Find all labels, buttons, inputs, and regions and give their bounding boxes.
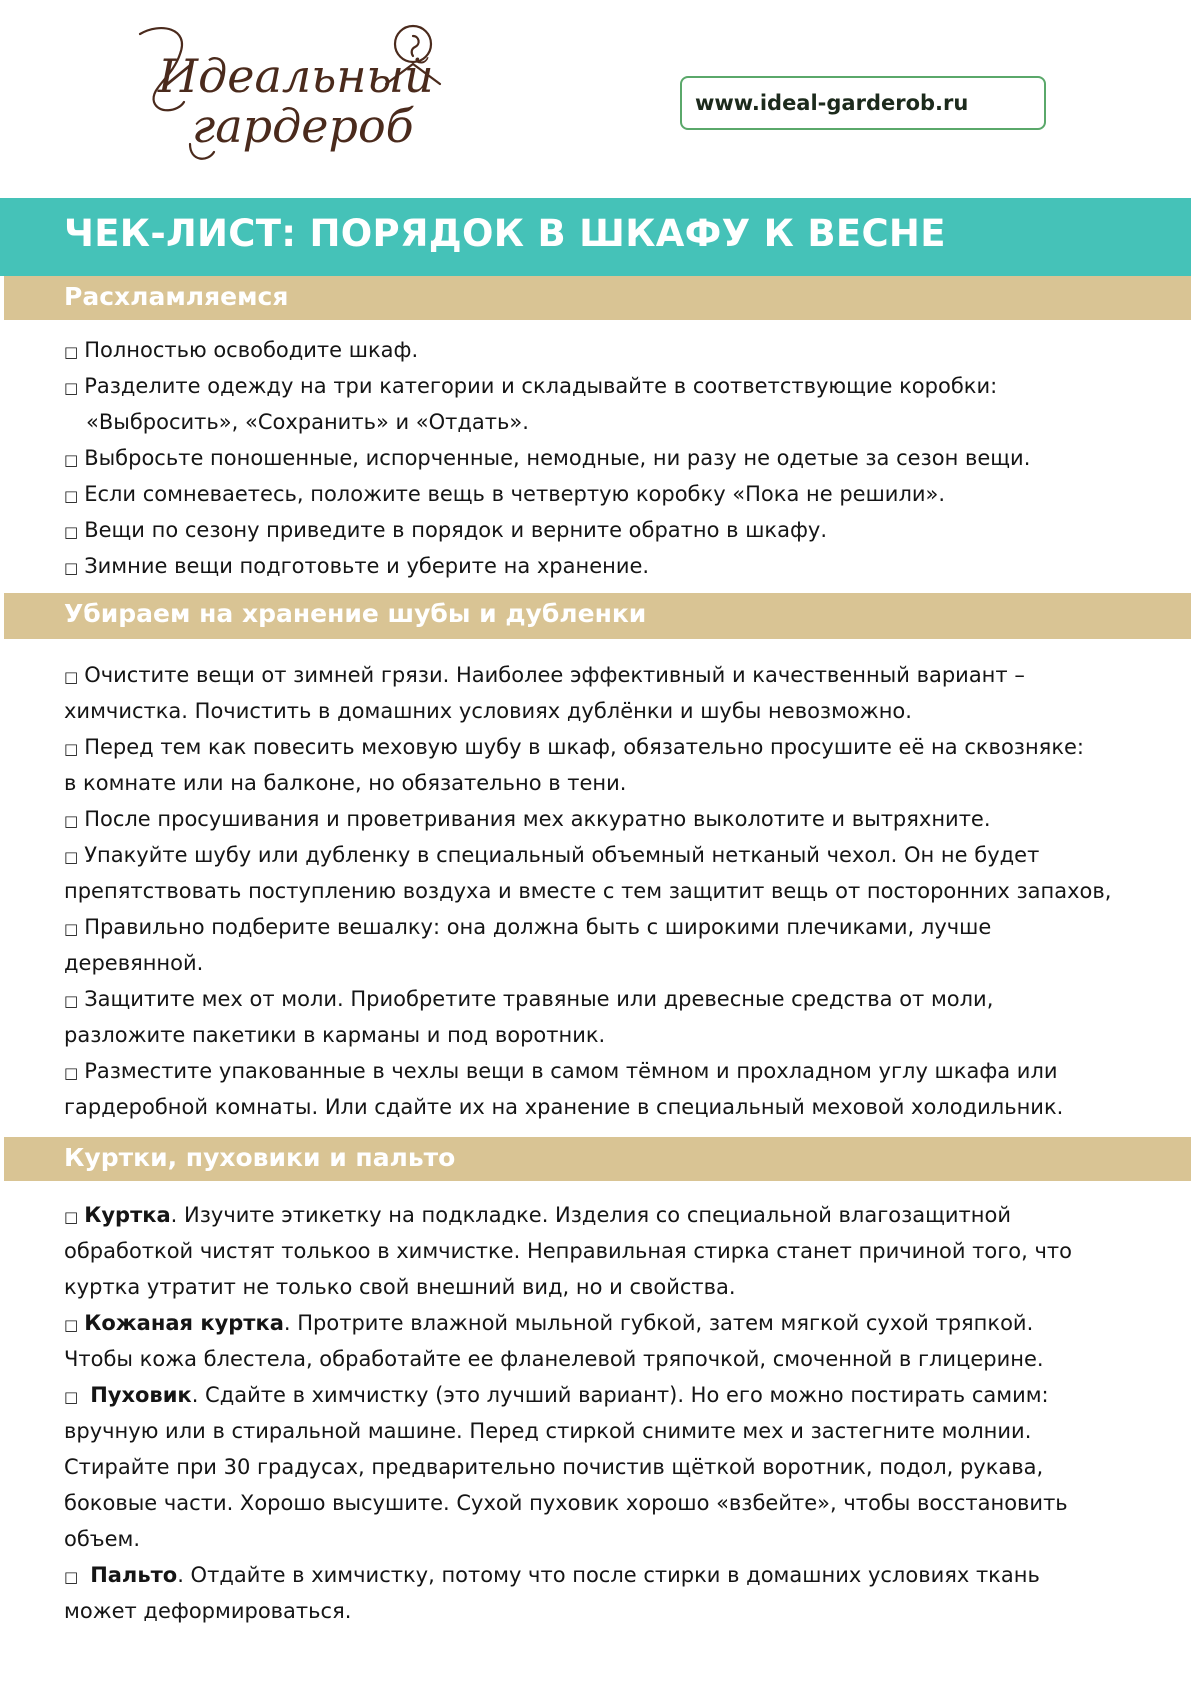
list-item-jacket: □ Куртка. Изучите этикетку на подкладке. Изделия со специальной влагозащитной [64, 1203, 1011, 1227]
list-item: □ Вещи по сезону приведите в порядок и верните обратно в шкафу. [64, 518, 828, 542]
list-item-continuation: разложите пакетики в карманы и под воротник. [64, 1023, 606, 1047]
list-item-continuation: гардеробной комнаты. Или сдайте их на хранение в специальный меховой холодильник. [64, 1095, 1064, 1119]
page-title: ЧЕК-ЛИСТ: ПОРЯДОК В ШКАФУ К ВЕСНЕ [64, 212, 946, 255]
list-item-continuation: вручную или в стиральной машине. Перед стиркой снимите мех и застегните молнии. [64, 1419, 1032, 1443]
section-header-jackets [4, 1137, 1191, 1181]
section-heading: Убираем на хранение шубы и дубленки [64, 599, 647, 628]
section-jackets-list [64, 1197, 1184, 1629]
checkbox-icon: □ [64, 559, 79, 577]
list-item-down-jacket: □ Пуховик. Сдайте в химчистку (это лучший вариант). Но его можно постирать самим: [64, 1383, 1049, 1407]
logo-word-1: Идеальный [158, 49, 434, 103]
checkbox-icon: □ [64, 848, 79, 866]
list-item: □ Разделите одежду на три категории и складывайте в соответствующие коробки: [64, 374, 998, 398]
list-item-continuation: может деформироваться. [64, 1599, 352, 1623]
list-item: □ Перед тем как повесить меховую шубу в шкаф, обязательно просушите её на сквозняке: [64, 735, 1084, 759]
list-item: □ Упакуйте шубу или дубленку в специальный объемный нетканый чехол. Он не будет [64, 843, 1040, 867]
checkbox-icon: □ [64, 1064, 79, 1082]
list-item: □ Если сомневаетесь, положите вещь в четвертую коробку «Пока не решили». [64, 482, 946, 506]
list-item-continuation: боковые части. Хорошо высушите. Сухой пуховик хорошо «взбейте», чтобы восстановить [64, 1491, 1068, 1515]
checkbox-icon: □ [64, 1388, 79, 1406]
checkbox-icon: □ [64, 451, 79, 469]
list-item-continuation: «Выбросить», «Сохранить» и «Отдать». [86, 410, 529, 434]
section-header-declutter [4, 276, 1191, 320]
checkbox-icon: □ [64, 992, 79, 1010]
logo-graphic [130, 14, 460, 184]
list-item: □ Полностью освободите шкаф. [64, 338, 419, 362]
list-item: □ Очистите вещи от зимней грязи. Наиболее эффективный и качественный вариант – [64, 663, 1025, 687]
checkbox-icon: □ [64, 1208, 79, 1226]
list-item-continuation: Стирайте при 30 градусах, предварительно почистив щёткой воротник, подол, рукава, [64, 1455, 1044, 1479]
section-heading: Расхламляемся [64, 282, 289, 311]
checkbox-icon: □ [64, 668, 79, 686]
list-item-continuation: обработкой чистят толькоо в химчистке. Неправильная стирка станет причиной того, что [64, 1239, 1072, 1263]
section-heading: Куртки, пуховики и пальто [64, 1143, 456, 1172]
website-link[interactable] [680, 76, 1046, 130]
list-item: □ Разместите упакованные в чехлы вещи в самом тёмном и прохладном углу шкафа или [64, 1059, 1058, 1083]
list-item-continuation: в комнате или на балконе, но обязательно в тени. [64, 771, 627, 795]
item-title: Кожаная куртка [84, 1311, 284, 1335]
checkbox-icon: □ [64, 740, 79, 758]
section-declutter-list [64, 332, 1184, 584]
item-title: Куртка [84, 1203, 171, 1227]
item-title: Пальто [90, 1563, 178, 1587]
item-title: Пуховик [90, 1383, 192, 1407]
checkbox-icon: □ [64, 1316, 79, 1334]
checkbox-icon: □ [64, 920, 79, 938]
checkbox-icon: □ [64, 812, 79, 830]
list-item-continuation: куртка утратит не только свой внешний вид, но и свойства. [64, 1275, 736, 1299]
list-item-continuation: объем. [64, 1527, 141, 1551]
checkbox-icon: □ [64, 487, 79, 505]
list-item: □ Выбросьте поношенные, испорченные, немодные, ни разу не одетые за сезон вещи. [64, 446, 1031, 470]
list-item-continuation: деревянной. [64, 951, 204, 975]
section-fur-storage-list [64, 657, 1184, 1125]
section-header-fur-storage [4, 593, 1191, 639]
list-item: □ Защитите мех от моли. Приобретите травяные или древесные средства от моли, [64, 987, 994, 1011]
list-item: □ Зимние вещи подготовьте и уберите на хранение. [64, 554, 650, 578]
list-item: □ После просушивания и проветривания мех аккуратно выколотите и вытряхните. [64, 807, 991, 831]
brand-logo [130, 14, 460, 184]
website-url[interactable]: www.ideal-garderob.ru [695, 91, 969, 115]
list-item-continuation: Чтобы кожа блестела, обработайте ее фланелевой тряпочкой, смоченной в глицерине. [64, 1347, 1044, 1371]
list-item-coat: □ Пальто. Отдайте в химчистку, потому что после стирки в домашних условиях ткань [64, 1563, 1040, 1587]
list-item: □ Правильно подберите вешалку: она должна быть с широкими плечиками, лучше [64, 915, 992, 939]
list-item-leather-jacket: □ Кожаная куртка. Протрите влажной мыльной губкой, затем мягкой сухой тряпкой. [64, 1311, 1034, 1335]
list-item-continuation: химчистка. Почистить в домашних условиях дублёнки и шубы невозможно. [64, 699, 912, 723]
checkbox-icon: □ [64, 523, 79, 541]
list-item-continuation: препятствовать поступлению воздуха и вместе с тем защитит вещь от посторонних запахов, [64, 879, 1112, 903]
logo-word-2: гардероб [192, 99, 414, 153]
checkbox-icon: □ [64, 343, 79, 361]
title-banner [0, 198, 1191, 276]
checkbox-icon: □ [64, 379, 79, 397]
checkbox-icon: □ [64, 1568, 79, 1586]
